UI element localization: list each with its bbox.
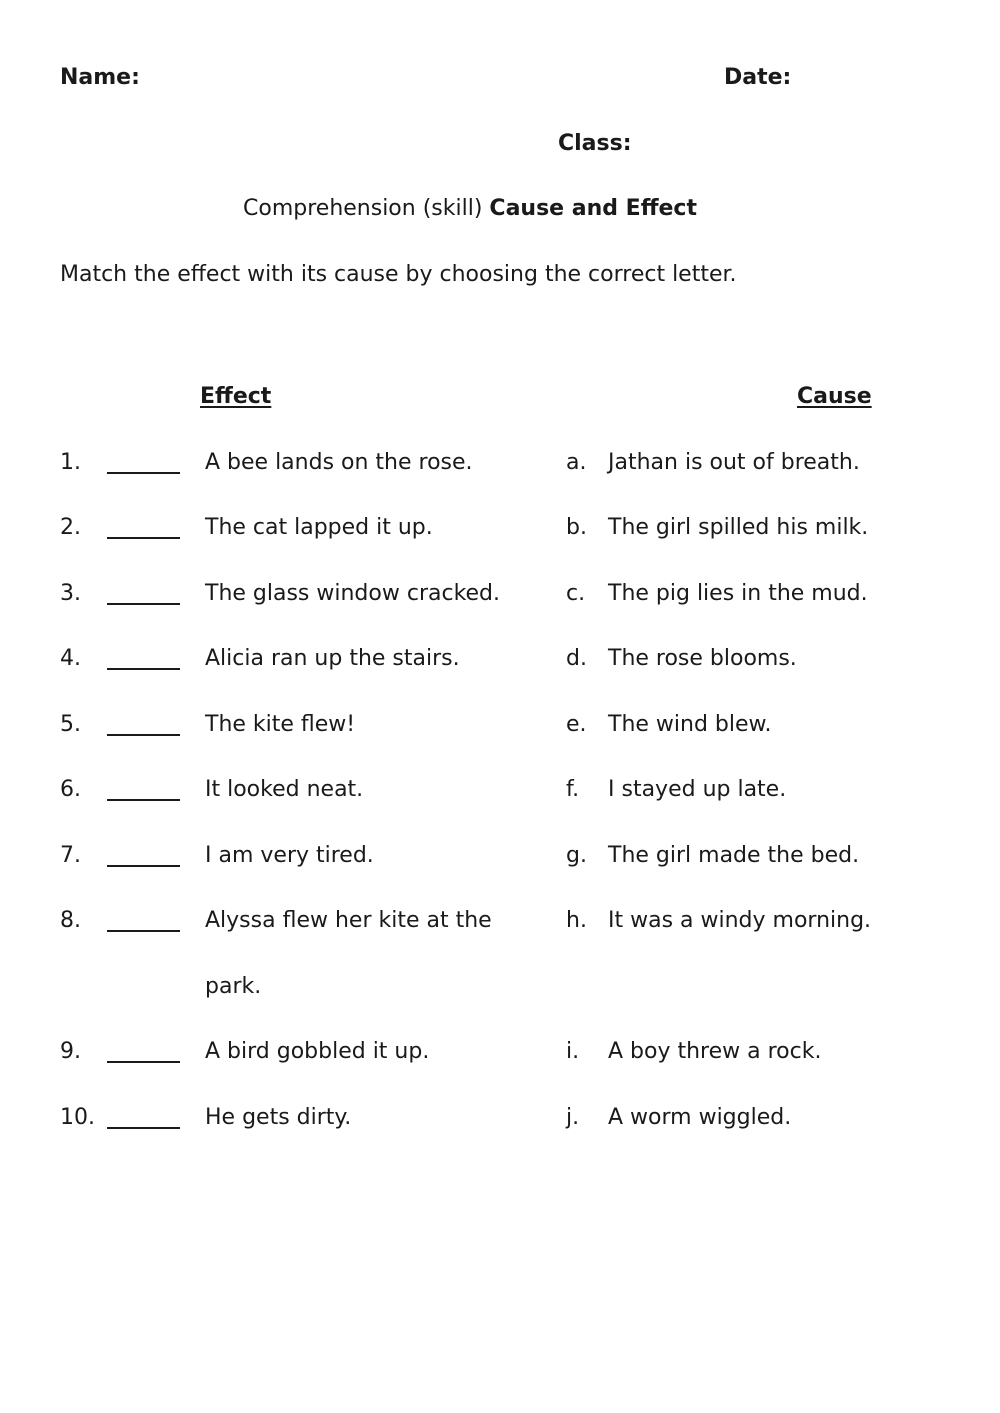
list-item	[0, 1038, 1000, 1066]
cause-letter: f.	[566, 777, 580, 802]
cause-letter: c.	[566, 581, 586, 606]
cause-letter: j.	[566, 1105, 580, 1130]
cause-letter: d.	[566, 646, 587, 671]
title-main: Cause and Effect	[489, 196, 697, 221]
effect-text: I am very tired.	[205, 843, 374, 868]
cause-text: The wind blew.	[608, 712, 772, 737]
effect-text: The kite flew!	[205, 712, 356, 737]
cause-text: A worm wiggled.	[608, 1105, 792, 1130]
effect-number: 10.	[60, 1105, 95, 1130]
answer-blank[interactable]	[107, 1104, 180, 1132]
name-label: Name:	[60, 65, 140, 90]
effect-number: 2.	[60, 515, 81, 540]
effect-number: 5.	[60, 712, 81, 737]
cause-text: I stayed up late.	[608, 777, 787, 802]
list-item	[0, 776, 1000, 804]
title-prefix: Comprehension (skill)	[243, 196, 483, 221]
cause-text: The girl spilled his milk.	[608, 515, 869, 540]
list-item-continuation	[0, 973, 1000, 1001]
cause-letter: h.	[566, 908, 587, 933]
list-item	[0, 842, 1000, 870]
list-item	[0, 907, 1000, 935]
answer-blank[interactable]	[107, 907, 180, 935]
answer-blank[interactable]	[107, 580, 180, 608]
cause-letter: b.	[566, 515, 587, 540]
list-item	[0, 1104, 1000, 1132]
answer-blank[interactable]	[107, 711, 180, 739]
answer-blank[interactable]	[107, 449, 180, 477]
list-item	[0, 449, 1000, 477]
cause-letter: i.	[566, 1039, 580, 1064]
answer-blank[interactable]	[107, 776, 180, 804]
answer-blank[interactable]	[107, 645, 180, 673]
list-item	[0, 711, 1000, 739]
list-item	[0, 580, 1000, 608]
effect-text: Alyssa flew her kite at the	[205, 908, 492, 933]
effect-number: 7.	[60, 843, 81, 868]
cause-heading: Cause	[797, 384, 872, 409]
effect-text: Alicia ran up the stairs.	[205, 646, 460, 671]
cause-letter: e.	[566, 712, 587, 737]
effect-text: A bird gobbled it up.	[205, 1039, 430, 1064]
cause-text: A boy threw a rock.	[608, 1039, 822, 1064]
date-label: Date:	[724, 65, 792, 90]
effect-text-continuation: park.	[205, 974, 262, 999]
list-item	[0, 645, 1000, 673]
effect-number: 6.	[60, 777, 81, 802]
effect-number: 1.	[60, 450, 81, 475]
effect-text: A bee lands on the rose.	[205, 450, 473, 475]
list-item	[0, 514, 1000, 542]
instruction-text: Match the effect with its cause by choosing the correct letter.	[60, 262, 737, 287]
effect-text: It looked neat.	[205, 777, 364, 802]
page-title	[243, 195, 697, 223]
cause-text: Jathan is out of breath.	[608, 450, 860, 475]
cause-text: The rose blooms.	[608, 646, 797, 671]
cause-text: The pig lies in the mud.	[608, 581, 868, 606]
cause-text: It was a windy morning.	[608, 908, 872, 933]
effect-number: 4.	[60, 646, 81, 671]
effect-text: He gets dirty.	[205, 1105, 352, 1130]
cause-text: The girl made the bed.	[608, 843, 860, 868]
cause-letter: g.	[566, 843, 587, 868]
effect-number: 9.	[60, 1039, 81, 1064]
answer-blank[interactable]	[107, 514, 180, 542]
effect-number: 3.	[60, 581, 81, 606]
effect-text: The cat lapped it up.	[205, 515, 433, 540]
class-label: Class:	[558, 131, 632, 156]
effect-number: 8.	[60, 908, 81, 933]
answer-blank[interactable]	[107, 1038, 180, 1066]
cause-letter: a.	[566, 450, 587, 475]
effect-text: The glass window cracked.	[205, 581, 501, 606]
answer-blank[interactable]	[107, 842, 180, 870]
effect-heading: Effect	[200, 384, 272, 409]
